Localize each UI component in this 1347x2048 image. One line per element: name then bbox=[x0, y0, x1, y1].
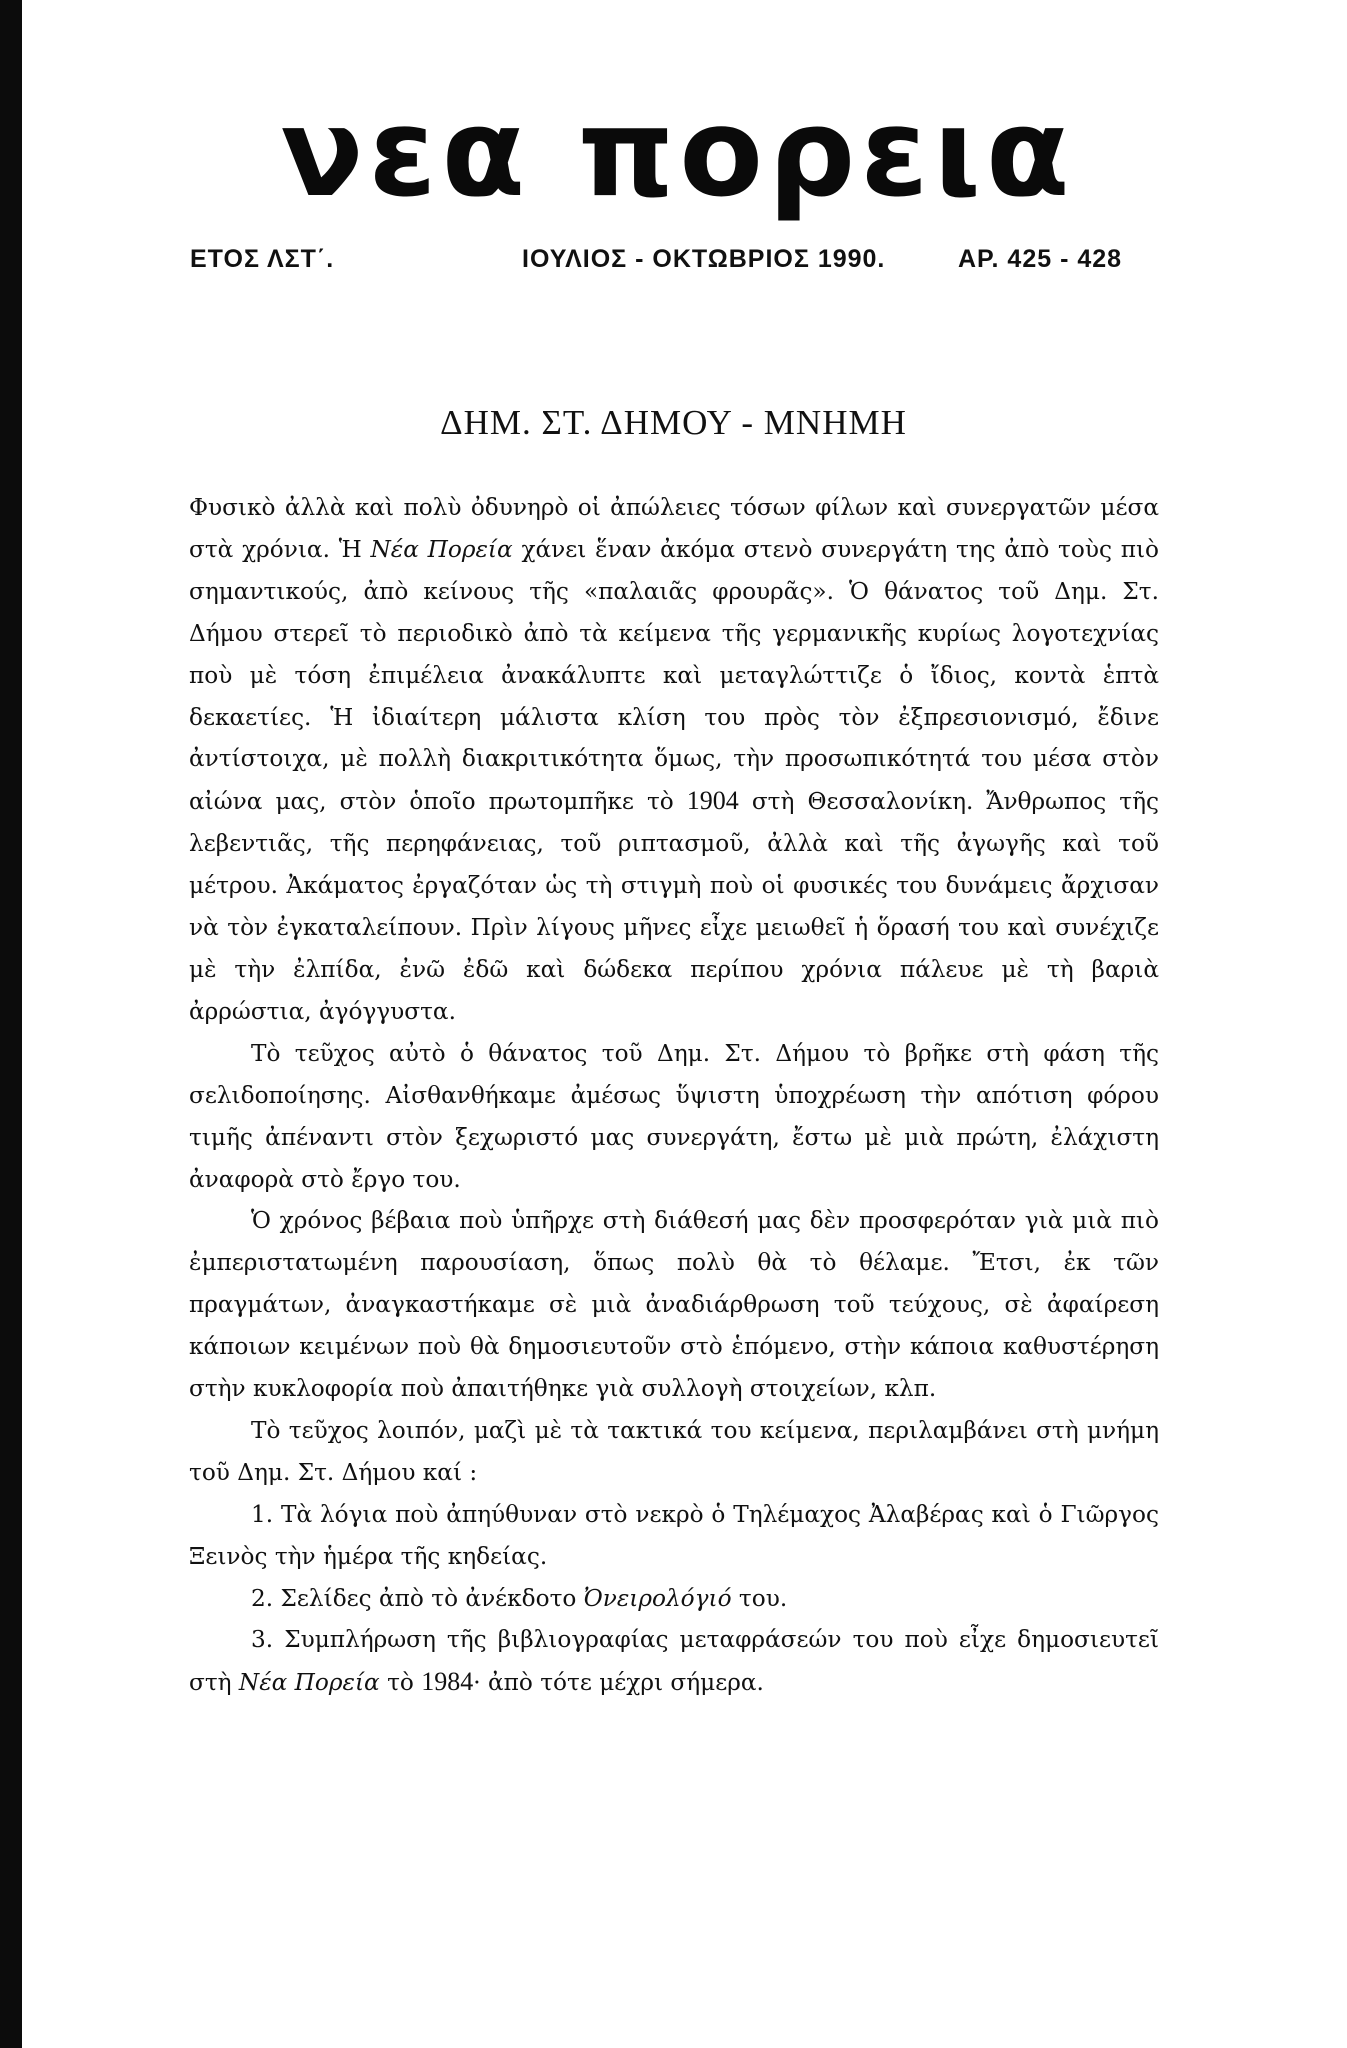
journal-name: Νέα Πορεία bbox=[370, 535, 513, 563]
list-item-2 bbox=[189, 1578, 1159, 1620]
paragraph-1 bbox=[189, 487, 1159, 1033]
list-item-3-part-c: · ἀπὸ τότε μέχρι σήμερα. bbox=[473, 1669, 764, 1697]
list-item-2-part-b: του. bbox=[731, 1584, 788, 1612]
paragraph-4: Τὸ τεῦχος λοιπόν, μαζὶ μὲ τὰ τακτικά του κείμενα, περιλαμβάνει στὴ μνήμη τοῦ Δημ. Στ. Δήμου καί : bbox=[189, 1416, 1159, 1486]
list-item-2-part-a: 2. Σελίδες ἀπὸ τὸ ἀνέκδοτο bbox=[251, 1584, 584, 1612]
paragraph-2: Τὸ τεῦχος αὐτὸ ὁ θάνατος τοῦ Δημ. Στ. Δήμου τὸ βρῆκε στὴ φάση τῆς σελιδοποίησης. Αἰσθανθήκαμε ἀμέσως ὕψιστη ὑποχρέωση τὴν απότιση φόρου τιμῆς ἀπέναντι στὸν ξεχωριστό μας συνεργάτη, ἔστω μὲ μιὰ πρώτη, ἐλάχιστη ἀναφορὰ στὸ ἔργο του. bbox=[189, 1039, 1159, 1193]
journal-masthead: νεα πορεια bbox=[280, 82, 1075, 224]
issue-number: ΑΡ. 425 - 428 bbox=[958, 245, 1123, 273]
book-title: Ὀνειρολόγιό bbox=[583, 1584, 732, 1612]
article-title: ΔΗΜ. ΣΤ. ΔΗΜΟΥ - ΜΝΗΜΗ bbox=[440, 403, 907, 442]
list-item-3-part-a: 3. Συμπλήρωση τῆς βιβλιογραφίας μεταφράσεών του ποὺ εἶχε δημοσιευτεῖ στὴ bbox=[189, 1626, 1159, 1697]
paragraph-3: Ὁ χρόνος βέβαια ποὺ ὑπῆρχε στὴ διάθεσή μας δὲν προσφερόταν γιὰ μιὰ πιὸ ἐμπεριστατωμένη παρουσίαση, ὅπως πολὺ θὰ τὸ θέλαμε. Ἔτσι, ἐκ τῶν πραγμάτων, ἀναγκαστήκαμε σὲ μιὰ ἀναδιάρθρωση τοῦ τεύχους, σὲ ἀφαίρεση κάποιων κειμένων ποὺ θὰ δημοσιευτοῦν στὸ ἑπόμενο, στὴν κάποια καθυστέρηση στὴν κυκλοφορία ποὺ ἀπαιτήθηκε γιὰ συλλογὴ στοιχείων, κλπ. bbox=[189, 1207, 1159, 1403]
list-item-3-part-b: τὸ bbox=[379, 1669, 422, 1697]
scan-edge-bar bbox=[0, 0, 22, 2048]
article-body bbox=[189, 487, 1159, 1704]
paragraph-1-part-c: στὴ Θεσσαλονίκη. Ἄνθρωπος τῆς λεβεντιᾶς, τῆς περηφάνειας, τοῦ ριπτασμοῦ, ἀλλὰ καὶ τῆς ἀγωγῆς καὶ τοῦ μέτρου. Ἀκάματος ἐργαζόταν ὡς τὴ στιγμὴ ποὺ οἱ φυσικές του δυνάμεις ἄρχισαν νὰ τὸν ἐγκαταλείπουν. Πρὶν λίγους μῆνες εἶχε μειωθεῖ ἡ ὅρασή του καὶ συνέχιζε μὲ τὴν ἐλπίδα, ἐνῶ ἐδῶ καὶ δώδεκα περίπου χρόνια πάλευε μὲ τὴ βαριὰ ἀρρώστια, ἀγόγγυστα. bbox=[189, 788, 1159, 1025]
paragraph-1-part-a: Φυσικὸ ἀλλὰ καὶ πολὺ ὀδυνηρὸ οἱ ἀπώλειες τόσων φίλων καὶ συνεργατῶν μέσα στὰ χρόνια. Ἡ bbox=[189, 494, 1159, 563]
issue-info-line bbox=[0, 245, 1347, 279]
issue-date: ΙΟΥΛΙΟΣ - ΟΚΤΩΒΡΙΟΣ 1990. bbox=[522, 245, 886, 273]
issue-year: ΕΤΟΣ ΛΣΤ΄. bbox=[190, 245, 335, 273]
paragraph-1-part-b: χάνει ἕναν ἀκόμα στενὸ συνεργάτη της ἀπὸ τοὺς πιὸ σημαντικούς, ἀπὸ κείνους τῆς «παλαιᾶς φρουρᾶς». Ὁ θάνατος τοῦ Δημ. Στ. Δήμου στερεῖ τὸ περιοδικὸ ἀπὸ τὰ κείμενα τῆς γερμανικῆς κυρίως λογοτεχνίας ποὺ μὲ τόση ἐπιμέλεια ἀνακάλυπτε καὶ μεταγλώττιζε ὁ ἴδιος, κοντὰ ἑπτὰ δεκαετίες. Ἡ ἰδιαίτερη μάλιστα κλίση του πρὸς τὸν ἐξπρεσιονισμό, ἔδινε ἀντίστοιχα, μὲ πολλὴ διακριτικότητα ὅμως, τὴν προσωπικότητά του μέσα στὸν αἰώνα μας, στὸν ὁποῖο πρωτομπῆκε τὸ bbox=[189, 535, 1159, 816]
publication-year: 1984 bbox=[421, 1667, 474, 1697]
journal-name-2: Νέα Πορεία bbox=[238, 1669, 380, 1697]
list-item-1: 1. Τὰ λόγια ποὺ ἀπηύθυναν στὸ νεκρὸ ὁ Τηλέμαχος Ἀλαβέρας καὶ ὁ Γιῶργος Ξεινὸς τὴν ἡμέρα τῆς κηδείας. bbox=[189, 1500, 1159, 1570]
list-item-3 bbox=[189, 1619, 1159, 1704]
birth-year: 1904 bbox=[686, 786, 739, 816]
